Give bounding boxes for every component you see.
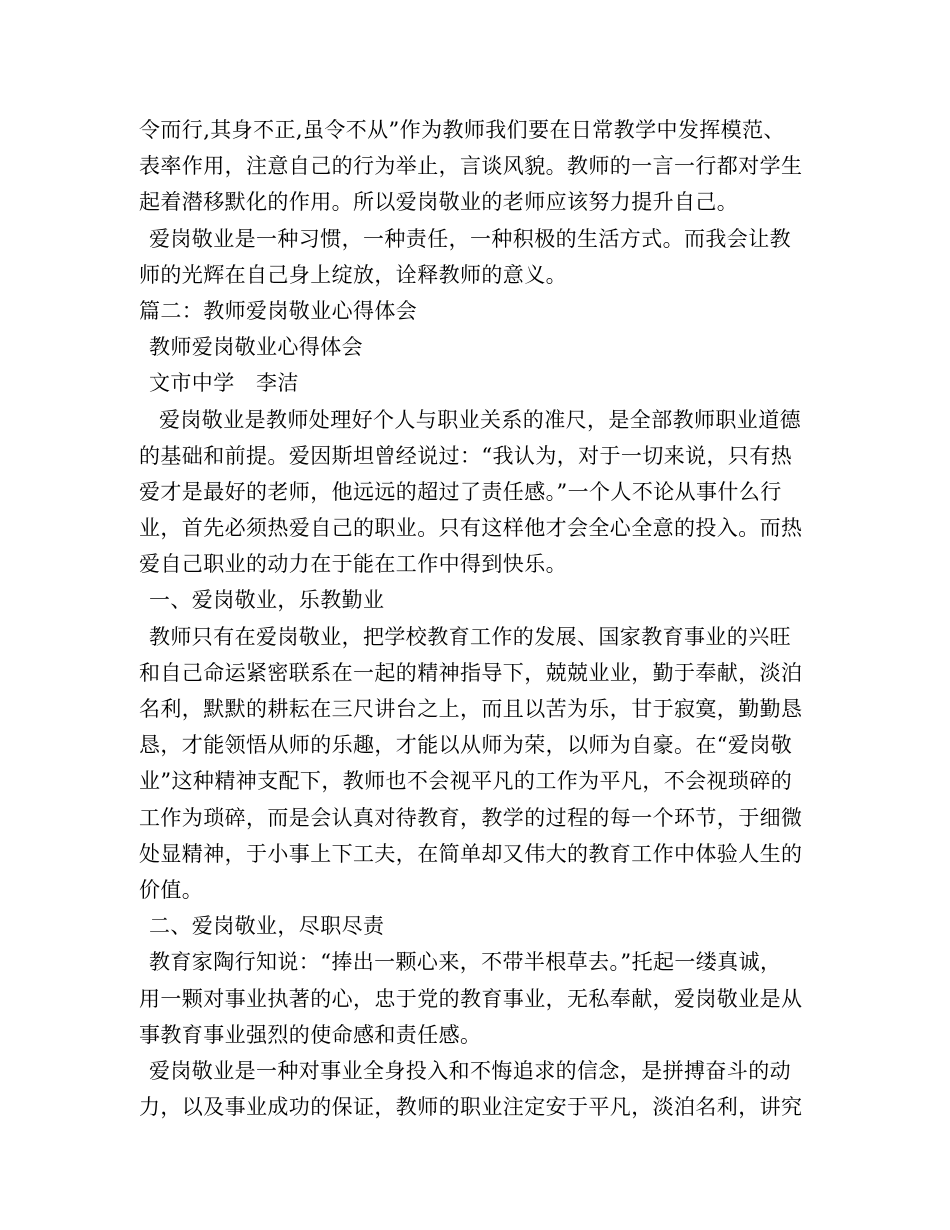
subsection-heading: 二、爱岗敬业，尽职尽责 <box>149 914 385 939</box>
text-line: 爱岗敬业是一种习惯，一种责任，一种积极的生活方式。而我会让教 <box>149 226 791 251</box>
text-line: 的基础和前提。爱因斯坦曾经说过：“我认为，对于一切来说，只有热 <box>139 443 793 468</box>
text-line: 业，首先必须热爱自己的职业。只有这样他才会全心全意的投入。而热 <box>139 516 803 541</box>
text-line: 教师只有在爱岗敬业，把学校教育工作的发展、国家教育事业的兴旺 <box>149 624 791 649</box>
text-line: 力，以及事业成功的保证，教师的职业注定安于平凡，淡泊名利，讲究 <box>139 1095 803 1120</box>
text-line: 价值。 <box>139 877 204 902</box>
text-line: 起着潜移默化的作用。所以爱岗敬业的老师应该努力提升自己。 <box>139 190 739 215</box>
subsection-heading: 一、爱岗敬业，乐教勤业 <box>149 588 385 613</box>
text-line: 教育家陶行知说：“捧出一颗心来，不带半根草去。”托起一缕真诚， <box>149 950 782 975</box>
text-line: 业”这种精神支配下，教师也不会视平凡的工作为平凡，不会视琐碎的 <box>139 769 793 794</box>
section-heading: 篇二：教师爱岗敬业心得体会 <box>139 298 418 323</box>
text-line: 和自己命运紧密联系在一起的精神指导下，兢兢业业，勤于奉献，淡泊 <box>139 660 803 685</box>
text-line: 爱才是最好的老师，他远远的超过了责任感。”一个人不论从事什么行 <box>139 479 782 504</box>
text-line: 恳，才能领悟从师的乐趣，才能以从师为荣，以师为自豪。在“爱岗敬 <box>139 733 793 758</box>
text-line: 令而行,其身不正,虽令不从”作为教师我们要在日常教学中发挥模范、 <box>139 118 785 142</box>
text-line: 爱自己职业的动力在于能在工作中得到快乐。 <box>139 552 567 577</box>
text-line: 爱岗敬业是一种对事业全身投入和不悔追求的信念，是拼搏奋斗的动 <box>149 1058 791 1083</box>
document-body <box>139 112 829 1125</box>
text-line: 处显精神，于小事上下工夫，在简单却又伟大的教育工作中体验人生的 <box>139 841 803 866</box>
text-line: 用一颗对事业执著的心，忠于党的教育事业，无私奉献，爱岗敬业是从 <box>139 986 803 1011</box>
text-line: 工作为琐碎，而是会认真对待教育，教学的过程的每一个环节，于细微 <box>139 805 803 830</box>
text-line: 表率作用，注意自己的行为举止，言谈风貌。教师的一言一行都对学生 <box>139 154 803 179</box>
article-author: 文市中学 李洁 <box>149 371 299 396</box>
text-line: 师的光辉在自己身上绽放，诠释教师的意义。 <box>139 262 567 287</box>
text-line: 爱岗敬业是教师处理好个人与职业关系的准尺，是全部教师职业道德 <box>159 407 801 432</box>
article-title: 教师爱岗敬业心得体会 <box>149 335 363 360</box>
text-line: 事教育事业强烈的使命感和责任感。 <box>139 1022 482 1047</box>
text-line: 名利，默默的耕耘在三尺讲台之上，而且以苦为乐，甘于寂寞，勤勤恳 <box>139 697 803 721</box>
